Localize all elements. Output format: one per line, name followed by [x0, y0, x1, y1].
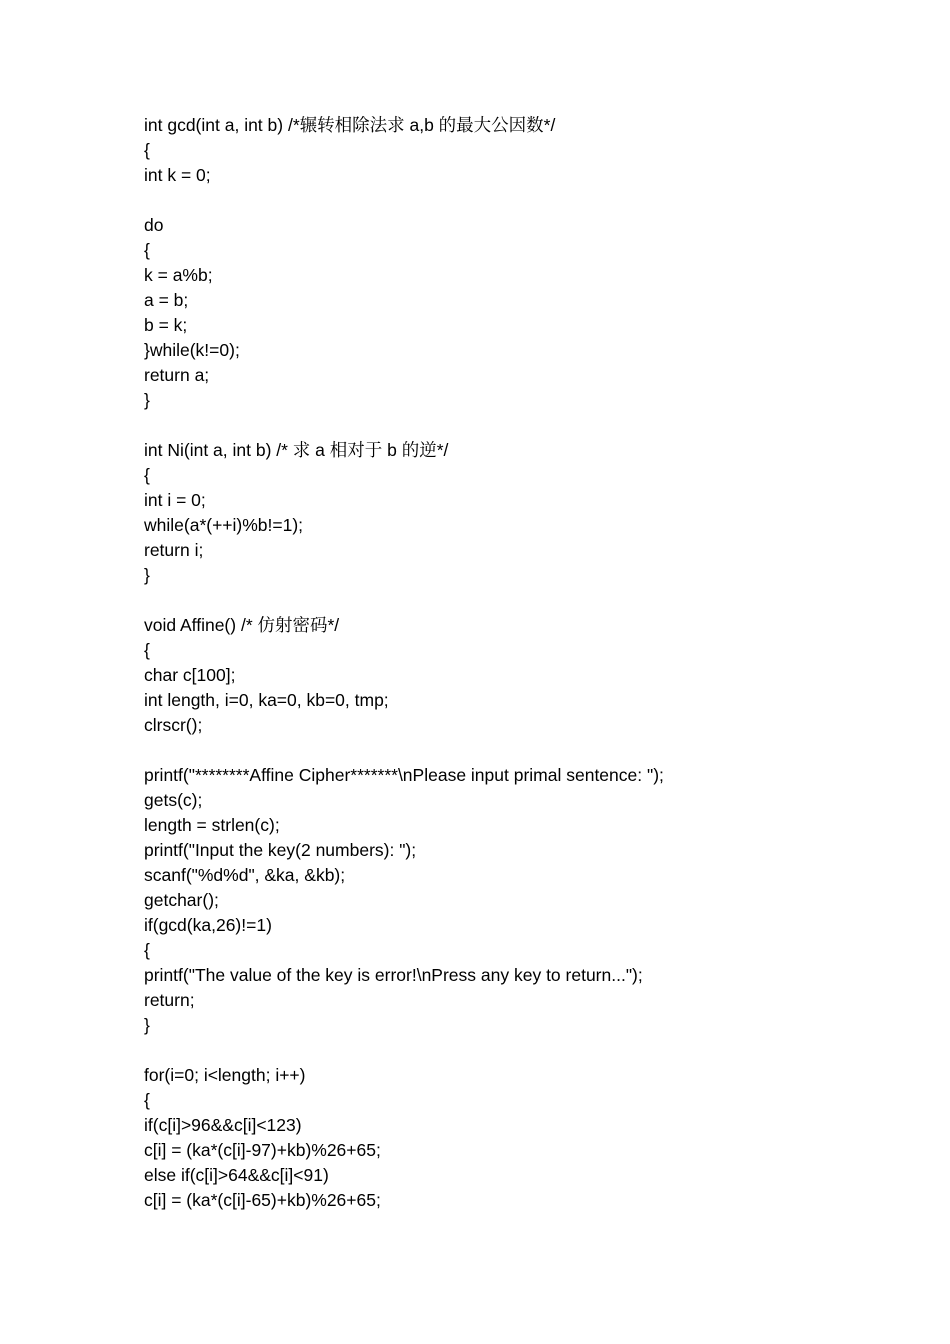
code-line: } — [144, 565, 150, 585]
code-line — [144, 413, 904, 438]
code-line: length = strlen(c); — [144, 815, 280, 835]
code-line: while(a*(++i)%b!=1); — [144, 515, 304, 535]
code-line: int k = 0; — [144, 165, 211, 185]
code-line: printf("Input the key(2 numbers): "); — [144, 840, 417, 860]
code-line: char c[100]; — [144, 665, 236, 685]
code-line: int length, i=0, ka=0, kb=0, tmp; — [144, 690, 389, 710]
code-line: int Ni(int a, int b) /* 求 a 相对于 b 的逆*/ — [144, 440, 449, 460]
code-line: return a; — [144, 365, 210, 385]
code-line: do — [144, 215, 164, 235]
code-line: { — [144, 640, 150, 660]
code-line: c[i] = (ka*(c[i]-97)+kb)%26+65; — [144, 1140, 381, 1160]
code-line: k = a%b; — [144, 265, 213, 285]
code-line: return i; — [144, 540, 204, 560]
code-line — [144, 738, 904, 763]
code-line — [144, 188, 904, 213]
code-line: { — [144, 465, 150, 485]
code-line — [144, 1038, 904, 1063]
code-line: a = b; — [144, 290, 189, 310]
code-line: void Affine() /* 仿射密码*/ — [144, 615, 340, 635]
code-line: { — [144, 240, 150, 260]
code-line: printf("********Affine Cipher*******\nPlease input primal sentence: "); — [144, 765, 664, 785]
code-line — [144, 588, 904, 613]
code-line: } — [144, 390, 150, 410]
code-listing — [144, 113, 904, 1213]
code-line: clrscr(); — [144, 715, 203, 735]
code-line: printf("The value of the key is error!\nPress any key to return..."); — [144, 965, 643, 985]
code-line: { — [144, 1090, 150, 1110]
code-line: scanf("%d%d", &ka, &kb); — [144, 865, 346, 885]
code-line: int gcd(int a, int b) /*辗转相除法求 a,b 的最大公因数*/ — [144, 115, 556, 135]
code-line: }while(k!=0); — [144, 340, 240, 360]
code-line: return; — [144, 990, 195, 1010]
code-line: { — [144, 140, 150, 160]
code-line: for(i=0; i<length; i++) — [144, 1065, 306, 1085]
code-line: b = k; — [144, 315, 188, 335]
code-line: } — [144, 1015, 150, 1035]
code-line: gets(c); — [144, 790, 203, 810]
code-line: if(c[i]>96&&c[i]<123) — [144, 1115, 302, 1135]
code-line: getchar(); — [144, 890, 219, 910]
code-line: c[i] = (ka*(c[i]-65)+kb)%26+65; — [144, 1190, 381, 1210]
code-line: if(gcd(ka,26)!=1) — [144, 915, 272, 935]
code-line: { — [144, 940, 150, 960]
code-line: else if(c[i]>64&&c[i]<91) — [144, 1165, 329, 1185]
code-line: int i = 0; — [144, 490, 206, 510]
